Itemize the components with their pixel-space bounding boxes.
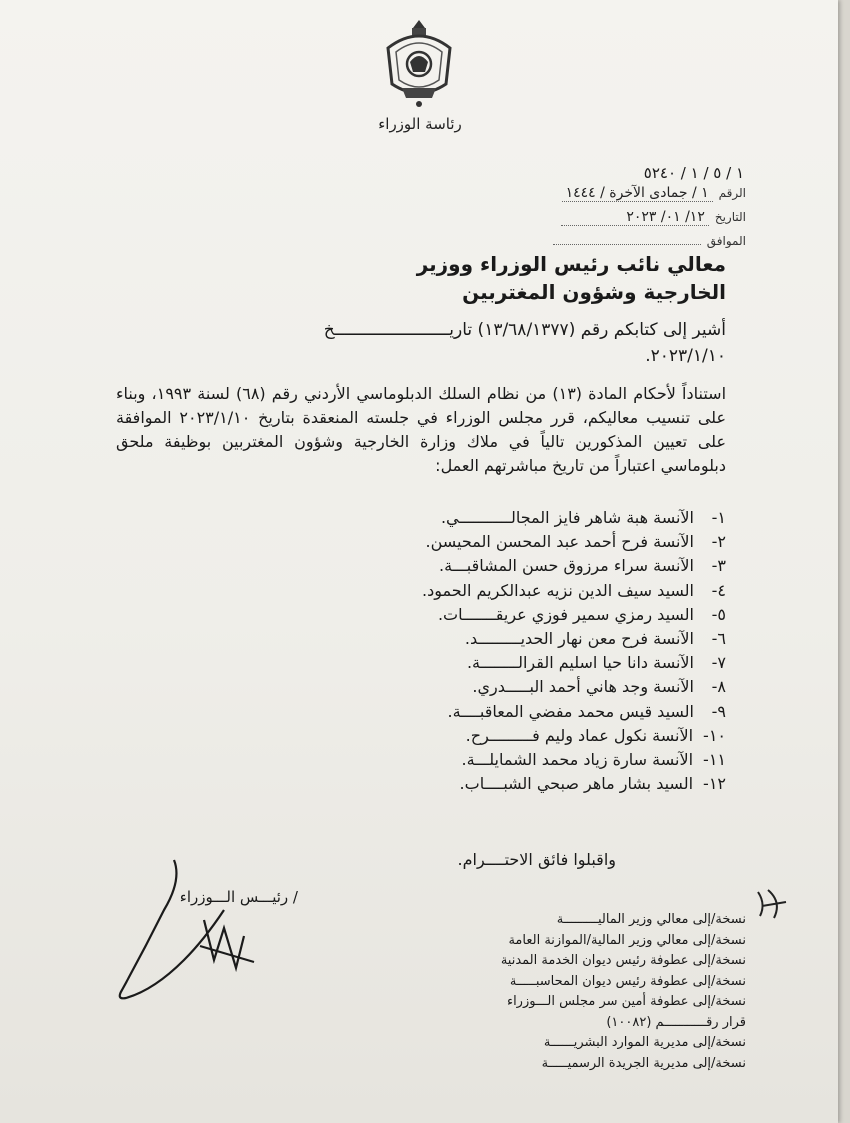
appointee-number: ٩- [711, 701, 726, 721]
corresponding-value [553, 244, 701, 245]
signature-icon [104, 850, 284, 1010]
date-row [561, 209, 746, 226]
appointee-name: السيد سيف الدين نزيه عبدالكريم الحمود. [422, 580, 694, 600]
appointee-name: السيد بشار ماهر صبحي الشبــــاب. [459, 774, 694, 794]
emblem-caption: رئاسة الوزراء [378, 115, 462, 133]
appointee-number: ٦- [711, 629, 726, 649]
appointee-name: الآنسة سراء مرزوق حسن المشاقبـــة. [439, 556, 694, 576]
appointee-name: الآنسة دانا حيا اسليم القرالــــــــة. [466, 653, 694, 673]
signature-title: / رئيـــس الـــوزراء [179, 888, 298, 906]
copy-recipient: نسخة/إلى عطوفة رئيس ديوان الخدمة المدنية [500, 953, 746, 968]
jordan-coat-of-arms-icon [382, 18, 456, 108]
appointee-name: السيد قيس محمد مفضي المعاقبــــة. [447, 701, 694, 721]
appointee-item [326, 651, 726, 675]
appointee-item [326, 579, 726, 603]
appointee-name: الآنسة وجد هاني أحمد البـــــدري. [472, 677, 694, 697]
copy-recipient: قرار رقـــــــــــم (١٠٠٨٢) [606, 1014, 746, 1030]
copy-recipient: نسخة/إلى مديرية الجريدة الرسميـــــة [541, 1055, 746, 1071]
appointee-name: الآنسة هبة شاهر فايز المجالـــــــــــي. [440, 508, 694, 527]
addressee [417, 250, 726, 306]
appointee-item [326, 627, 726, 651]
appointee-number: ٧- [711, 653, 726, 673]
appointee-number: ١٠- [703, 725, 726, 745]
appointee-number: ١١- [703, 750, 726, 770]
date-label: التاريخ [714, 210, 746, 224]
copy-recipient: نسخة/إلى مديرية الموارد البشريــــــة [543, 1035, 746, 1050]
copy-recipient: نسخة/إلى عطوفة رئيس ديوان المحاسبـــــة [509, 973, 746, 989]
appointee-item [326, 554, 726, 578]
appointee-item [326, 748, 726, 772]
appointee-number: ٤- [711, 580, 726, 600]
handwritten-mark-icon [752, 884, 792, 924]
appointee-number: ٨- [711, 677, 726, 697]
appointee-number: ٥- [711, 604, 726, 624]
corresponding-row [553, 234, 746, 248]
reference-numbers: ١ / ٥ / ١ / ٥٢٤٠ [643, 164, 744, 182]
appointee-item [326, 724, 726, 748]
appointee-name: الآنسة سارة زياد محمد الشمايلـــة. [461, 750, 694, 770]
reference-value: ١ / جمادى الآخرة / ١٤٤٤ [562, 185, 713, 202]
reference-line: أشير إلى كتابكم رقم (١٣/٦٨/١٣٧٧) تاريـــــــــــــــــــــــخ [323, 320, 726, 340]
reference-date: ٢٠٢٣/١/١٠. [645, 346, 726, 366]
appointee-item [326, 675, 726, 699]
addressee-line1: معالي نائب رئيس الوزراء ووزير [416, 252, 726, 276]
appointee-name: الآنسة نكول عماد وليم فـــــــــرح. [465, 725, 694, 745]
date-value: ١٢/ ٠١/ ٢٠٢٣ [561, 209, 709, 226]
appointee-item [326, 603, 726, 627]
appointee-item [326, 506, 726, 530]
appointee-item [326, 700, 726, 724]
addressee-line2: الخارجية وشؤون المغتربين [462, 280, 726, 304]
body-paragraph: استناداً لأحكام المادة (١٣) من نظام السلك الدبلوماسي الأردني رقم (٦٨) لسنة ١٩٩٣، وبناء على تنسيب معاليكم، قرر مجلس الوزراء في جلسته المنعقدة بتاريخ ٢٠٢٣/١/١٠ الموافقة على تعيين المذكورين تالياً في ملاك وزارة الخارجية وشؤون المغتربين بوظيفة ملحق دبلوماسي اعتباراً من تاريخ مباشرتهم العمل: [116, 384, 727, 475]
appointee-name: الآنسة فرح معن نهار الحديـــــــــد. [464, 629, 694, 649]
copy-recipient: نسخة/إلى معالي وزير الماليـــــــــة [556, 912, 746, 927]
appointee-number: ٢- [711, 532, 726, 552]
appointee-number: ٣- [711, 556, 726, 576]
reference-row [562, 185, 746, 202]
appointee-name: السيد رمزي سمير فوزي عريقـــــــات. [437, 604, 694, 624]
appointee-item [326, 530, 726, 554]
corresponding-label: الموافق [706, 234, 746, 248]
closing-line: واقبلوا فائق الاحتــــرام. [457, 850, 616, 869]
appointee-name: الآنسة فرح أحمد عبد المحسن المحيسن. [425, 532, 694, 552]
copy-recipient: نسخة/إلى عطوفة أمين سر مجلس الـــوزراء [506, 994, 746, 1009]
reference-label: الرقم [718, 186, 746, 200]
appointee-number: ١٢- [703, 774, 726, 794]
appointee-number: ١- [711, 508, 726, 527]
copies-list [386, 910, 746, 1074]
appointee-item [326, 772, 726, 796]
copy-recipient: نسخة/إلى معالي وزير المالية/الموازنة العامة [508, 932, 746, 948]
appointee-list [326, 506, 726, 796]
